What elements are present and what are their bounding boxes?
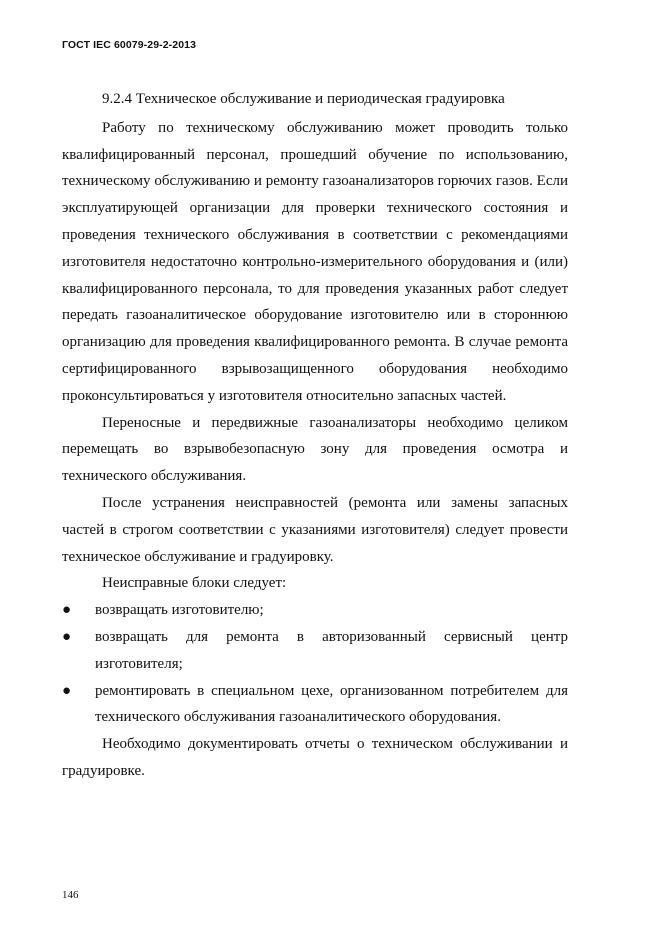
list-item (62, 678, 568, 732)
page-body (62, 86, 568, 785)
bullet-icon: ● (62, 628, 72, 645)
page-number: 146 (62, 889, 79, 901)
bullet-icon: ● (62, 682, 72, 699)
section-title: 9.2.4 Техническое обслуживание и периодическая градуировка (102, 91, 505, 107)
list-item-text: возвращать для ремонта в авторизованный сервисный центр изготовителя; (95, 628, 568, 672)
paragraph-maintenance-personnel: Работу по техническому обслуживанию может проводить только квалифицированный персонал, прошедший обучение по использованию, техническому обслуживанию и ремонту газоанализаторов горючих газов. Если эксплуатирующей организации для проверки технического состояния и проведения технического обслуживания в соответствии с рекомендациями изготовителя недостаточно контрольно-измерительного оборудования и (или) квалифицированного персонала, то для проведения указанных работ следует передать газоаналитическое оборудование изготовителю или в стороннюю организацию для проведения квалифицированного ремонта. В случае ремонта сертифицированного взрывозащищенного оборудования необходимо проконсультироваться у изготовителя относительно запасных частей. (62, 119, 568, 404)
bullet-icon: ● (62, 602, 72, 619)
paragraph-faulty-units-intro: Неисправные блоки следует: (102, 575, 287, 592)
paragraph-after-repair: После устранения неисправностей (ремонта или замены запасных частей в строгом соответствии с указаниями изготовителя) следует провести техническое обслуживание и градуировку. (62, 494, 568, 565)
list-item (62, 597, 568, 624)
list-item-text: ремонтировать в специальном цехе, организованном потребителем для технического обслуживания газоаналитического оборудования. (95, 682, 568, 726)
list-item-text: возвращать изготовителю; (95, 602, 264, 619)
paragraph-portable-analyzers: Переносные и передвижные газоанализаторы необходимо целиком перемещать во взрывобезопасную зону для проведения осмотра и технического обслуживания. (62, 414, 568, 485)
paragraph-documentation: Необходимо документировать отчеты о техническом обслуживании и градуировке. (62, 736, 568, 779)
document-header: ГОСТ IEC 60079-29-2-2013 (62, 39, 197, 51)
bullet-list (62, 597, 568, 731)
list-item (62, 624, 568, 678)
